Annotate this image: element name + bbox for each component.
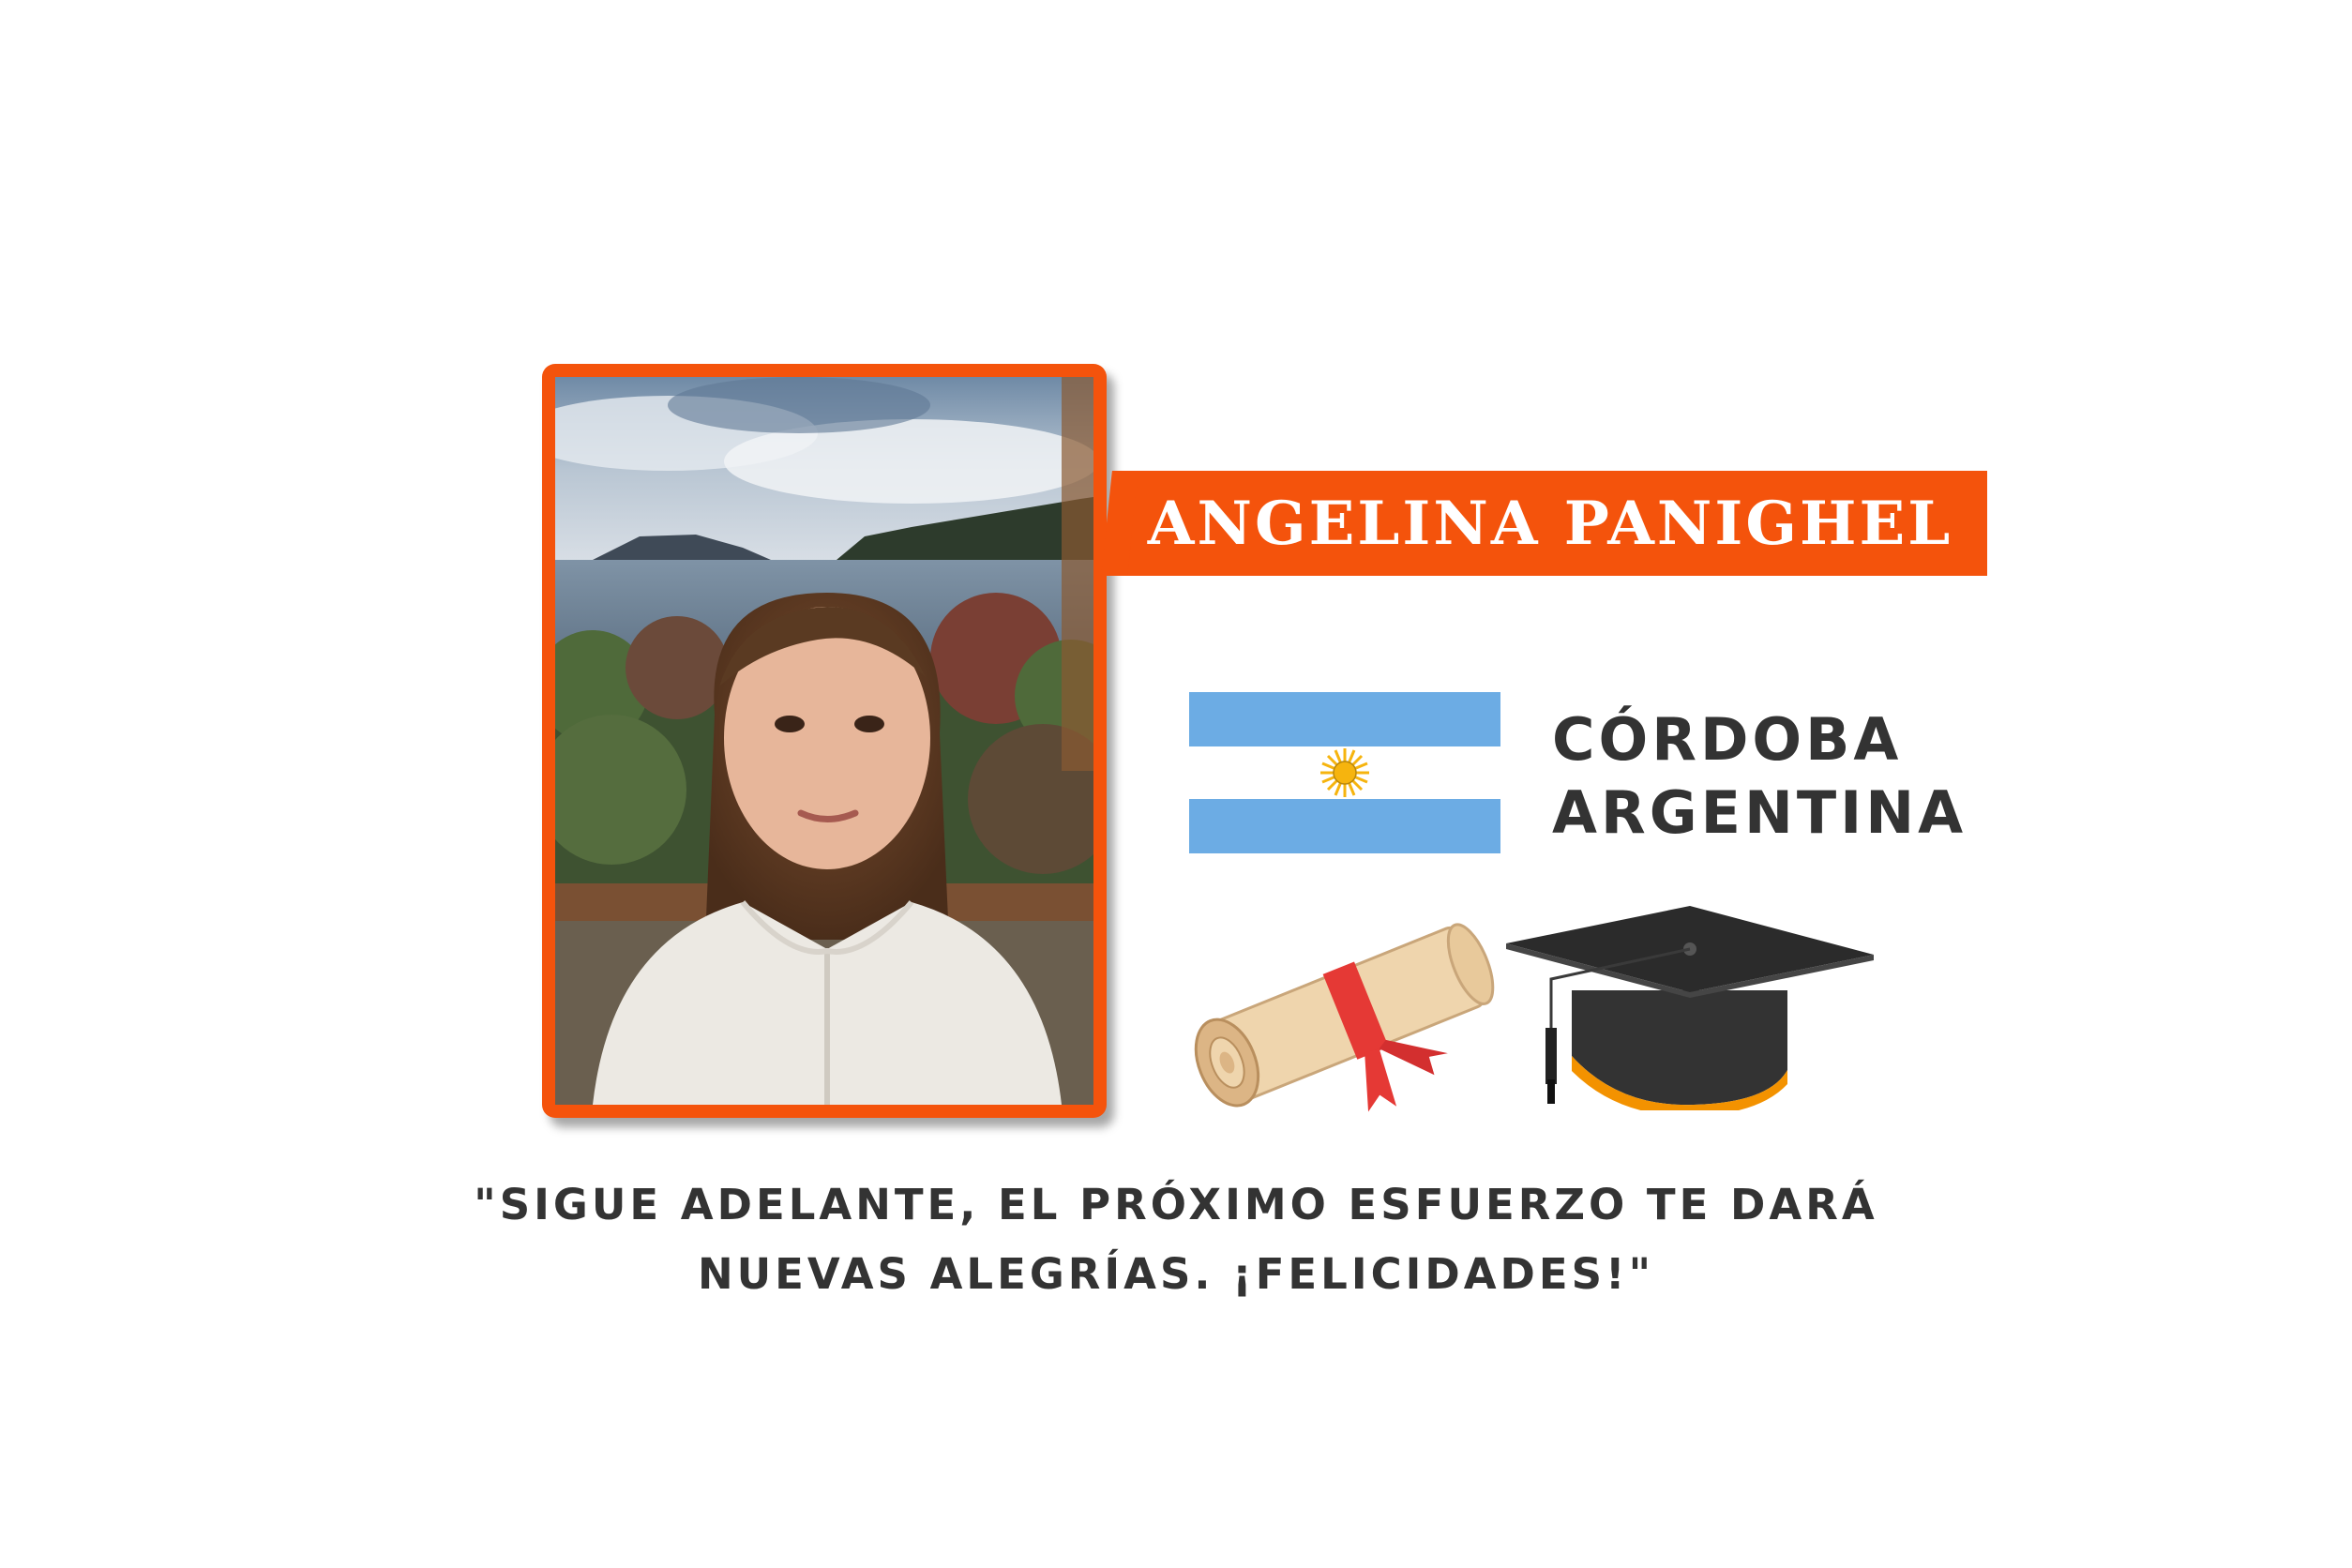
quote-line-1: "SIGUE ADELANTE, EL PRÓXIMO ESFUERZO TE DARÁ: [474, 1180, 1878, 1229]
city-label: CÓRDOBA: [1552, 705, 1903, 774]
name-banner: [1113, 471, 1987, 576]
photo-frame: [542, 364, 1107, 1118]
graduation-cap-icon: [1506, 906, 1874, 1110]
congratulation-quote: [0, 1170, 2352, 1309]
diploma-scroll-icon: [1187, 898, 1497, 1120]
country-label: ARGENTINA: [1552, 778, 1968, 847]
graduate-photo: [555, 377, 1093, 1105]
argentina-flag-icon: [1189, 692, 1500, 853]
quote-line-2: NUEVAS ALEGRÍAS. ¡FELICIDADES!": [697, 1249, 1655, 1299]
graduate-name: ANGELINA PANIGHEL: [1147, 488, 1953, 559]
location: [1552, 703, 1967, 850]
